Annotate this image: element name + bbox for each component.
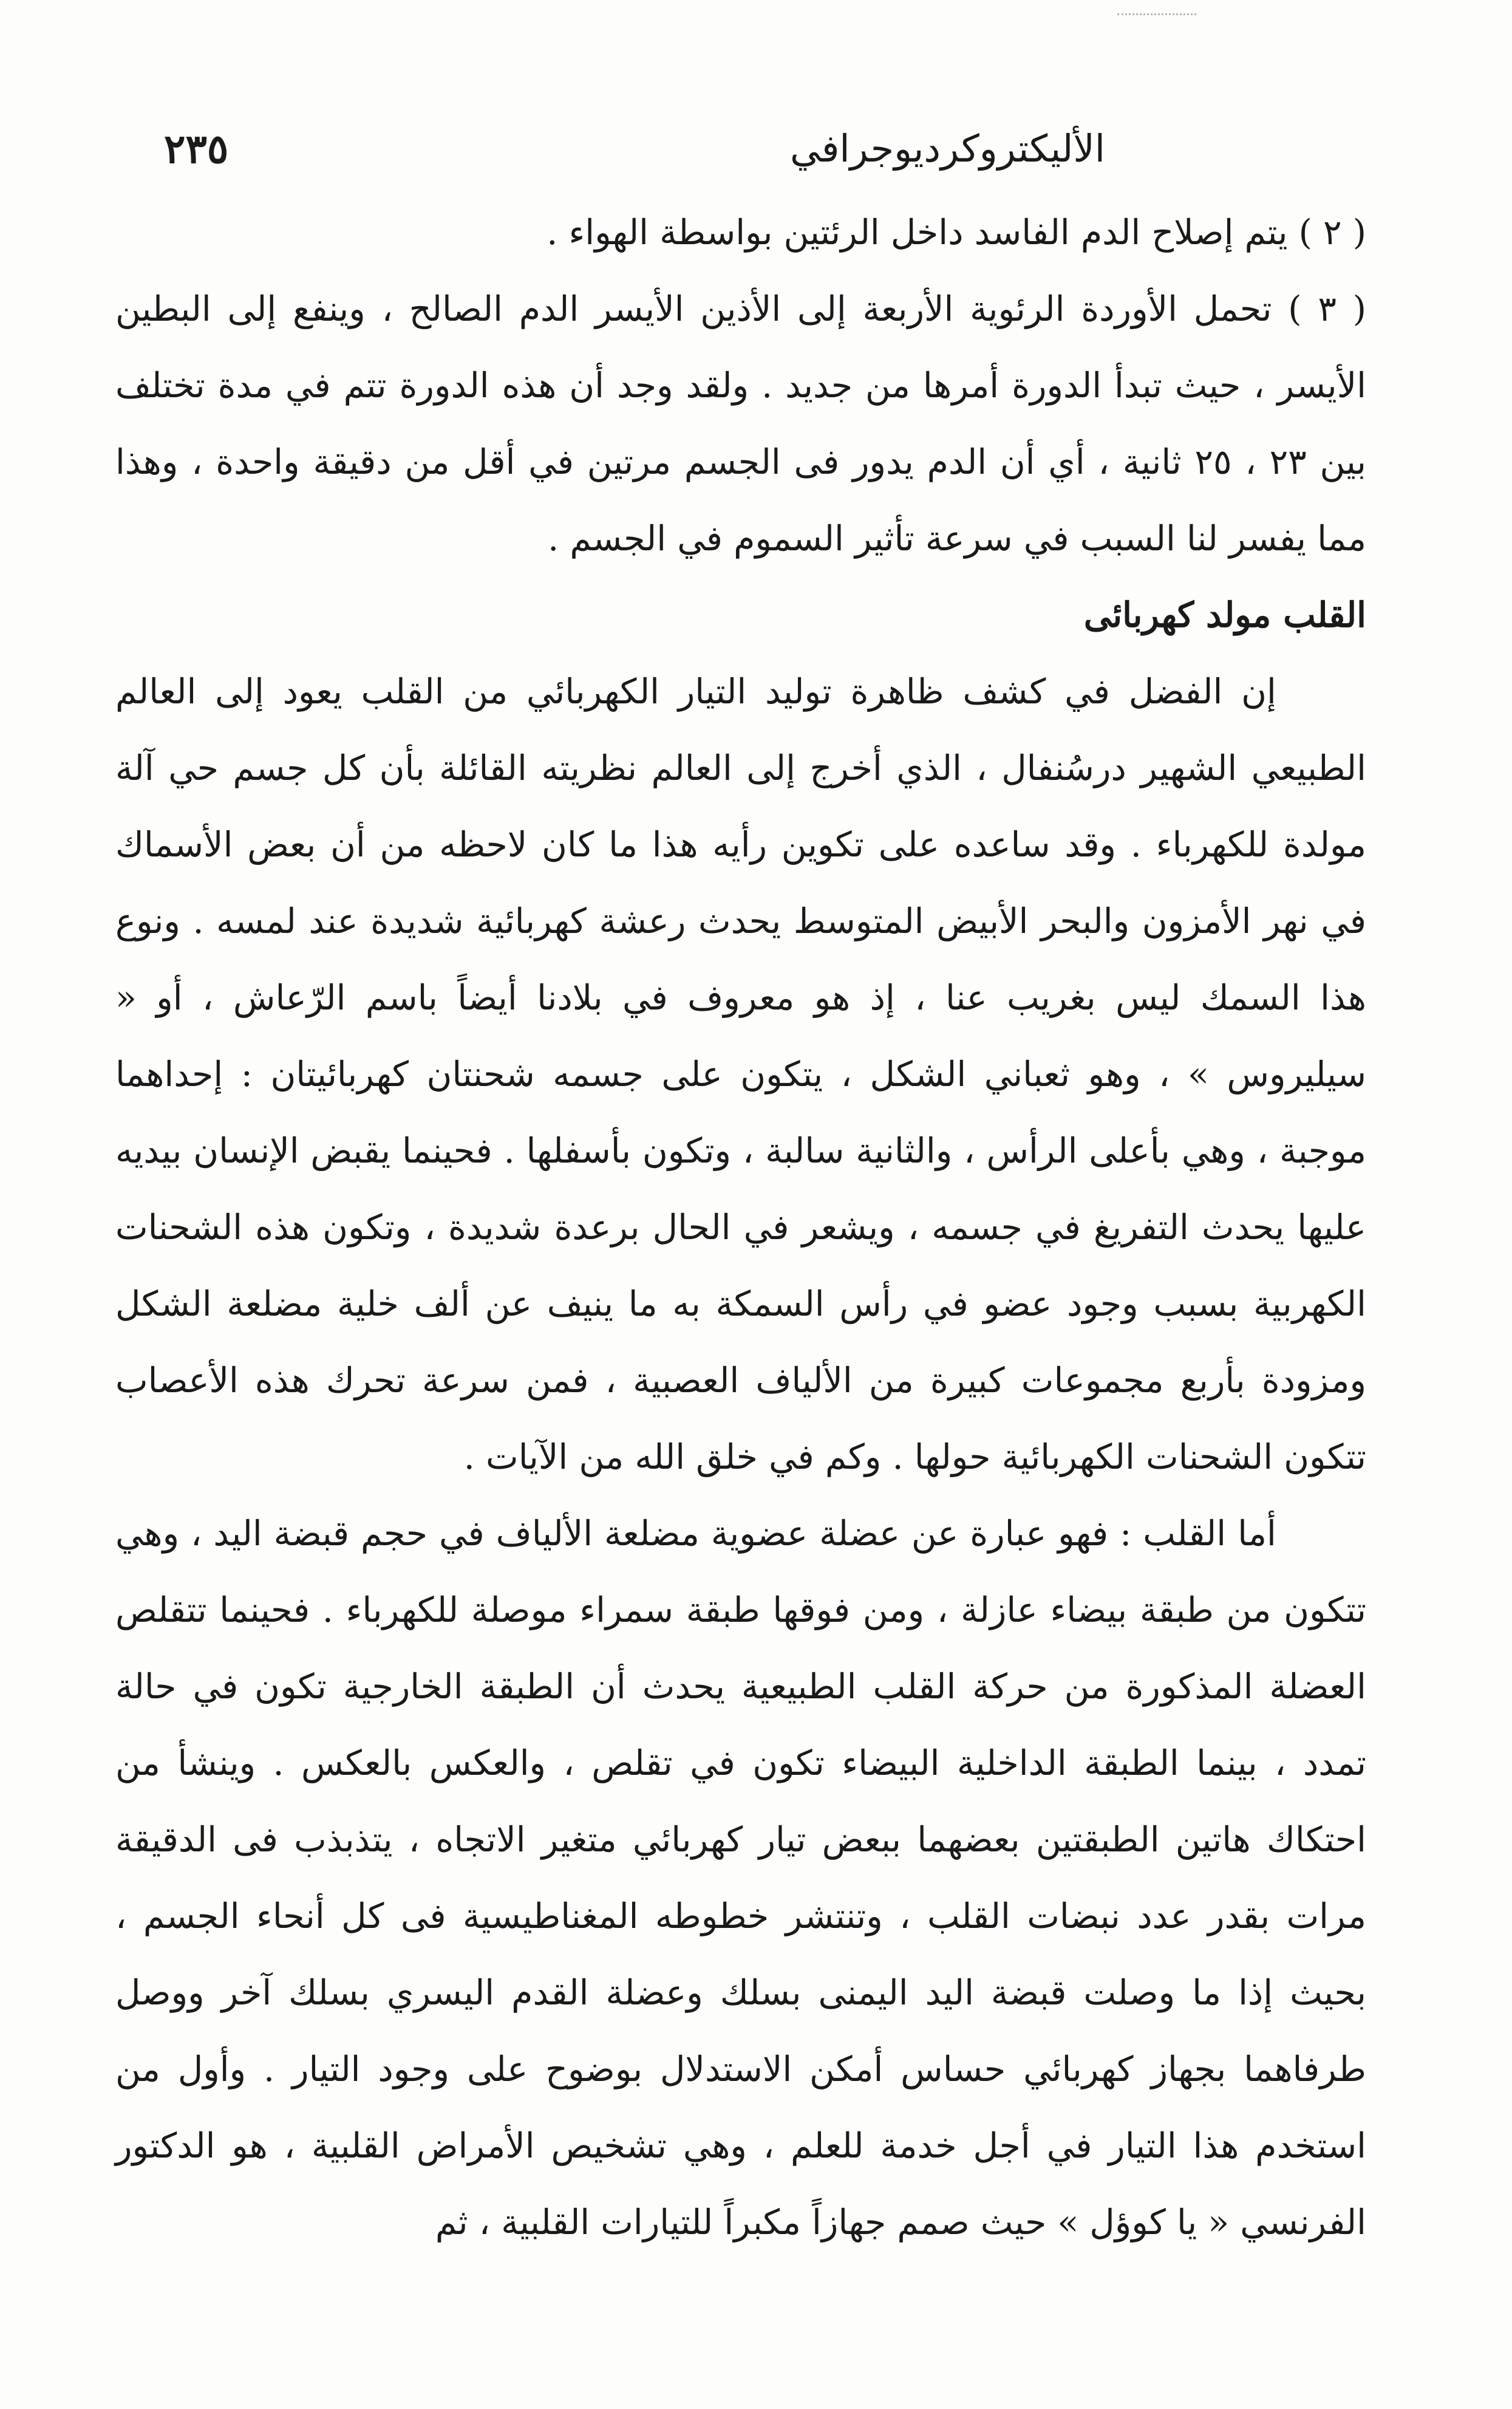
section-heading: القلب مولد كهربائى xyxy=(1083,595,1366,635)
running-header xyxy=(164,115,1366,182)
paragraph-heart: أما القلب : فهو عبارة عن عضلة عضوية مضلعة الألياف في حجم قبضة اليد ، وهي تتكون من طبقة بيضاء عازلة ، ومن فوقها طبقة سمراء موصلة للكهرباء . فحينما تتقلص العضلة المذكورة من حركة القلب الطبيعية يحدث أن الطبقة الخارجية تكون في حالة تمدد ، بينما الطبقة الداخلية البيضاء تكون في تقلص ، والعكس بالعكس . وينشأ من احتكاك هاتين الطبقتين بعضهما ببعض تيار كهربائي متغير الاتجاه ، يتذبذب فى الدقيقة مرات بقدر عدد نبضات القلب ، وتنتشر خطوطه المغناطيسية فى كل أنحاء الجسم ، بحيث إذا ما وصلت قبضة اليد اليمنى بسلك وعضلة القدم اليسري بسلك آخر ووصل طرفاهما بجهاز كهربائي حساس أمكن الاستدلال بوضوح على وجود التيار . وأول من استخدم هذا التيار في أجل خدمة للعلم ، وهي تشخيص الأمراض القلبية ، هو الدكتور الفرنسي « يا كوؤل » حيث صمم جهازاً مكبراً للتيارات القلبية ، ثم xyxy=(115,1514,1366,2243)
scan-edge-mark xyxy=(1117,13,1196,15)
running-title: الأليكتروكرديوجرافي xyxy=(790,126,1105,171)
list-item-2: ( ٢ ) يتم إصلاح الدم الفاسد داخل الرئتين بواسطة الهواء . xyxy=(547,213,1366,253)
page-number: ٢٣٥ xyxy=(164,125,229,173)
paragraph-fish: إن الفضل في كشف ظاهرة توليد التيار الكهربائي من القلب يعود إلى العالم الطبيعي الشهير درسُنفال ، الذي أخرج إلى العالم نظريته القائلة بأن كل جسم حي آلة مولدة للكهرباء . وقد ساعده على تكوين رأيه هذا ما كان لاحظه من أن بعض الأسماك في نهر الأمزون والبحر الأبيض المتوسط يحدث رعشة كهربائية شديدة عند لمسه . ونوع هذا السمك ليس بغريب عنا ، إذ هو معروف في بلادنا أيضاً باسم الرّعاش ، أو « سيليروس » ، وهو ثعباني الشكل ، يتكون على جسمه شحنتان كهربائيتان : إحداهما موجبة ، وهي بأعلى الرأس ، والثانية سالبة ، وتكون بأسفلها . فحينما يقبض الإنسان بيديه عليها يحدث التفريغ في جسمه ، ويشعر في الحال برعدة شديدة ، وتكون هذه الشحنات الكهربية بسبب وجود عضو في رأس السمكة به ما ينيف عن ألف خلية مضلعة الشكل ومزودة بأربع مجموعات كبيرة من الألياف العصبية ، فمن سرعة تحرك هذه الأعصاب تتكون الشحنات الكهربائية حولها . وكم في خلق الله من الآيات . xyxy=(115,672,1366,1477)
list-item-3: ( ٣ ) تحمل الأوردة الرئوية الأربعة إلى الأذين الأيسر الدم الصالح ، وينفع إلى البطين الأيسر ، حيث تبدأ الدورة أمرها من جديد . ولقد وجد أن هذه الدورة تتم في مدة تختلف بين ٢٣ ، ٢٥ ثانية ، أي أن الدم يدور فى الجسم مرتين في أقل من دقيقة واحدة ، وهذا مما يفسر لنا السبب في سرعة تأثير السموم في الجسم . xyxy=(115,289,1366,559)
body-text xyxy=(115,194,1366,2261)
